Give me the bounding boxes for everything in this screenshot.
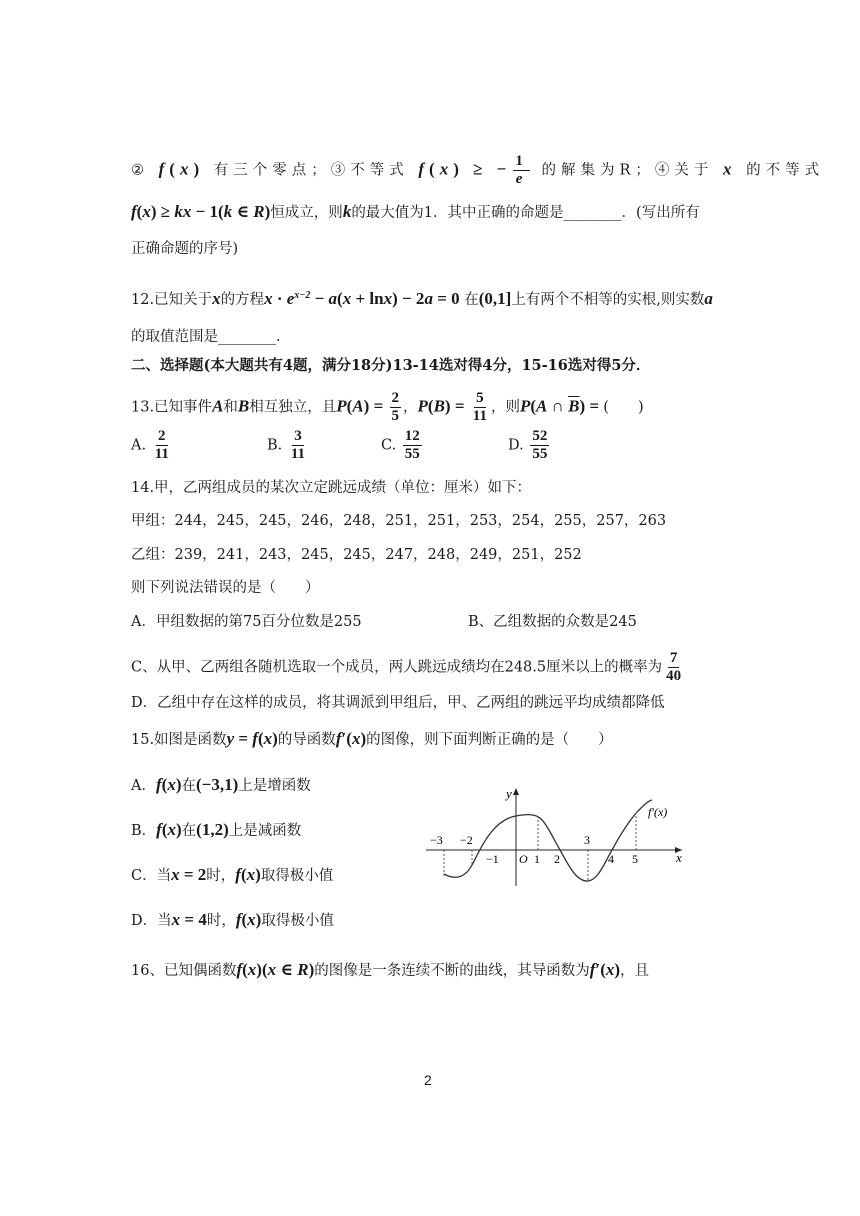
q11-line-3: 正确命题的序号) — [131, 241, 239, 257]
origin-label: O — [519, 852, 528, 866]
q12-line-1: 12.已知关于x的方程$x \cdot e^{x-2} - a(x + \ln x) - 2a = 0$ 在(0,1]上有两个不相等的实根,则实数a — [131, 288, 713, 308]
y-axis-label: y — [506, 786, 512, 801]
x-axis-label: x — [676, 850, 682, 865]
tick-2: 2 — [554, 852, 560, 866]
q13-option-b[interactable]: B. $\frac{3}{11}$ — [267, 428, 306, 462]
tick-5: 5 — [632, 852, 638, 866]
tick-minus1: −1 — [486, 852, 499, 866]
tick-4: 4 — [608, 852, 614, 866]
q13-option-d[interactable]: D. $\frac{52}{55}$ — [508, 428, 548, 462]
tick-minus3: −3 — [430, 833, 443, 847]
section-heading: 二、选择题(本大题共有4题，满分18分)13-14选对得4分，15-16选对得5分． — [131, 357, 651, 374]
q16-stem: 16、已知偶函数f(x)(x ∈ R)的图像是一条连续不断的曲线，其导函数为f′(x)，且 — [131, 960, 650, 979]
q12-line-2: 的取值范围是________. — [131, 329, 281, 345]
q15-option-d[interactable]: D．当x = 4时，f(x)取得极小值 — [131, 910, 334, 929]
q15-option-c[interactable]: C．当x = 2时，f(x)取得极小值 — [131, 865, 334, 884]
curve-label: f′(x) — [648, 805, 668, 819]
q14-option-b[interactable]: B、乙组数据的众数是245 — [468, 614, 637, 630]
q11-line-2: f(x) ≥ kx − 1(k ∈ R)恒成立，则k的最大值为1．其中正确的命题是________．(写出所有 — [131, 202, 700, 221]
page-number: 2 — [424, 1072, 432, 1088]
q14-group-a: 甲组：244，245，245，246，248，251，251，253，254，255，257，263 — [131, 513, 667, 529]
q15-stem: 15.如图是函数y = f(x)的导函数f′(x)的图像，则下面判断正确的是（ ） — [131, 729, 613, 748]
q14-group-b: 乙组：239，241，243，245，245，247，248，249，251，252 — [131, 547, 582, 563]
q14-question: 则下列说法错误的是（ ） — [131, 580, 320, 596]
fraction-one-over-e: $\frac{1}{e}$ — [515, 153, 528, 187]
q15-option-a[interactable]: A．f(x)在(−3,1)上是增函数 — [131, 775, 311, 794]
q15-option-b[interactable]: B．f(x)在(1,2)上是减函数 — [131, 820, 302, 839]
q14-option-d[interactable]: D．乙组中存在这样的成员，将其调派到甲组后，甲、乙两组的跳远平均成绩都降低 — [131, 695, 665, 711]
q11-line-1: ② f(x) 有三个零点；③不等式 f(x) ≥ − $\frac{1}{e}$ 的解集为R；④关于 x 的不等式 — [131, 153, 825, 187]
y-axis-arrow — [513, 788, 519, 795]
q13-option-a[interactable]: A. $\frac{2}{11}$ — [131, 428, 169, 462]
tick-1: 1 — [534, 852, 540, 866]
derivative-curve — [444, 800, 652, 881]
q13-stem: 13.已知事件A和B相互独立，且P(A) = $\frac{2}{5}$ ，P(B) = $\frac{5}{11}$ ，则P(A ∩ $\overline{B}$) = ( ) — [131, 390, 644, 424]
q14-stem: 14.甲，乙两组成员的某次立定跳远成绩（单位：厘米）如下： — [131, 480, 532, 496]
tick-3: 3 — [584, 833, 590, 847]
tick-minus2: −2 — [460, 833, 473, 847]
q14-option-a[interactable]: A．甲组数据的第75百分位数是255 — [131, 614, 362, 630]
q14-option-c[interactable]: C、从甲、乙两组各随机选取一个成员，两人跳远成绩均在248.5厘米以上的概率为 $\frac{7}{40}$ — [131, 650, 682, 684]
derivative-graph — [420, 782, 690, 892]
q13-option-c[interactable]: C. $\frac{12}{55}$ — [381, 428, 420, 462]
